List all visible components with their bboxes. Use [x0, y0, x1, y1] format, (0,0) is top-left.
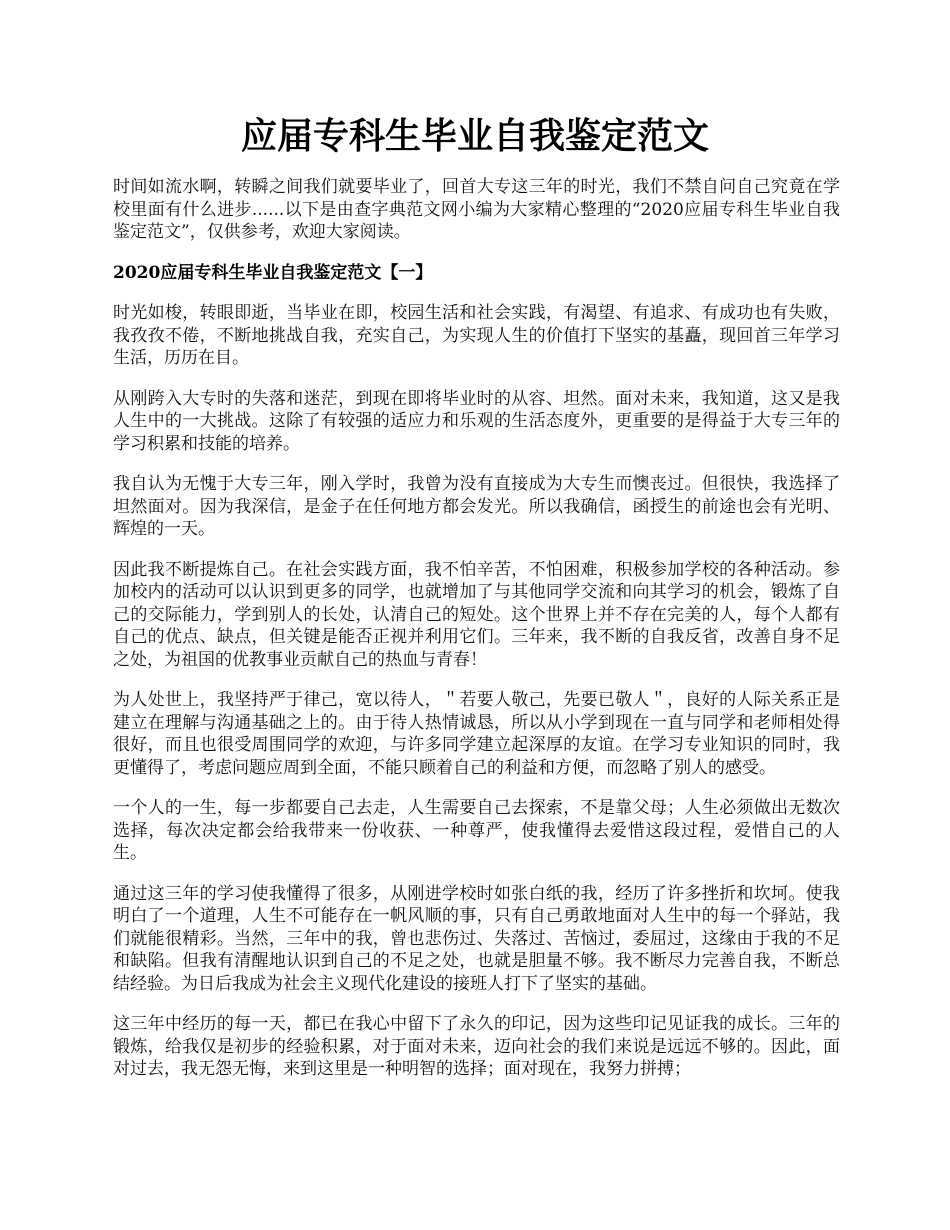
document-title: 应届专科生毕业自我鉴定范文 — [240, 115, 709, 157]
body-paragraph: 因此我不断提炼自己。在社会实践方面，我不怕辛苦，不怕困难，积极参加学校的各种活动。参加校内的活动可以认识到更多的同学，也就增加了与其他同学交流和向其学习的机会，锻炼了自己的交际能力，学到别人的长处，认清自己的短处。这个世界上并不存在完美的人，每个人都有自己的优点、缺点，但关键是能否正视并利用它们。三年来，我不断的自我反省，改善自身不足之处，为祖国的优教事业贡献自己的热血与青春！ — [113, 559, 840, 670]
intro-paragraph: 时间如流水啊，转瞬之间我们就要毕业了，回首大专这三年的时光，我们不禁自问自己究竟在学校里面有什么进步......以下是由查字典范文网小编为大家精心整理的“2020应届专科生毕业自我鉴定范文”，仅供参考，欢迎大家阅读。 — [113, 177, 840, 242]
document-body — [113, 176, 840, 1099]
body-paragraph: 为人处世上，我坚持严于律己，宽以待人，＂若要人敬己，先要已敬人＂，良好的人际关系正是建立在理解与沟通基础之上的。由于待人热情诚恳，所以从小学到现在一直与同学和老师相处得很好，而且也很受周围同学的欢迎，与许多同学建立起深厚的友谊。在学习专业知识的同时，我更懂得了，考虑问题应周到全面，不能只顾着自己的利益和方便，而忽略了别人的感受。 — [113, 690, 840, 778]
body-paragraph: 我自认为无愧于大专三年，刚入学时，我曾为没有直接成为大专生而懊丧过。但很快，我选择了坦然面对。因为我深信，是金子在任何地方都会发光。所以我确信，函授生的前途也会有光明、辉煌的一天。 — [113, 474, 840, 539]
body-paragraph: 通过这三年的学习使我懂得了很多，从刚进学校时如张白纸的我，经历了许多挫折和坎坷。使我明白了一个道理，人生不可能存在一帆风顺的事，只有自己勇敢地面对人生中的每一个驿站，我们就能很精彩。当然，三年中的我，曾也悲伤过、失落过、苦恼过，委屈过，这缘由于我的不足和缺陷。但我有清醒地认识到自己的不足之处，也就是胆量不够。我不断尽力完善自我，不断总结经验。为日后我成为社会主义现代化建设的接班人打下了坚实的基础。 — [113, 883, 840, 994]
body-paragraph: 这三年中经历的每一天，都已在我心中留下了永久的印记，因为这些印记见证我的成长。三年的锻炼，给我仅是初步的经验积累，对于面对未来，迈向社会的我们来说是远远不够的。因此，面对过去，我无怨无悔，来到这里是一种明智的选择；面对现在，我努力拼搏； — [113, 1014, 840, 1079]
body-paragraph: 时光如梭，转眼即逝，当毕业在即，校园生活和社会实践，有渴望、有追求、有成功也有失败，我孜孜不倦，不断地挑战自我，充实自己，为实现人生的价值打下坚实的基矗，现回首三年学习生活，历历在目。 — [113, 303, 840, 368]
body-paragraph: 从刚跨入大专时的失落和迷茫，到现在即将毕业时的从容、坦然。面对未来，我知道，这又是我人生中的一大挑战。这除了有较强的适应力和乐观的生活态度外，更重要的是得益于大专三年的学习积累和技能的培养。 — [113, 388, 840, 454]
section-heading: 2020应届专科生毕业自我鉴定范文【一】 — [113, 262, 433, 283]
body-paragraph: 一个人的一生，每一步都要自己去走，人生需要自己去探索，不是靠父母；人生必须做出无数次选择，每次决定都会给我带来一份收获、一种尊严，使我懂得去爱惜这段过程，爱惜自己的人生。 — [113, 798, 840, 863]
